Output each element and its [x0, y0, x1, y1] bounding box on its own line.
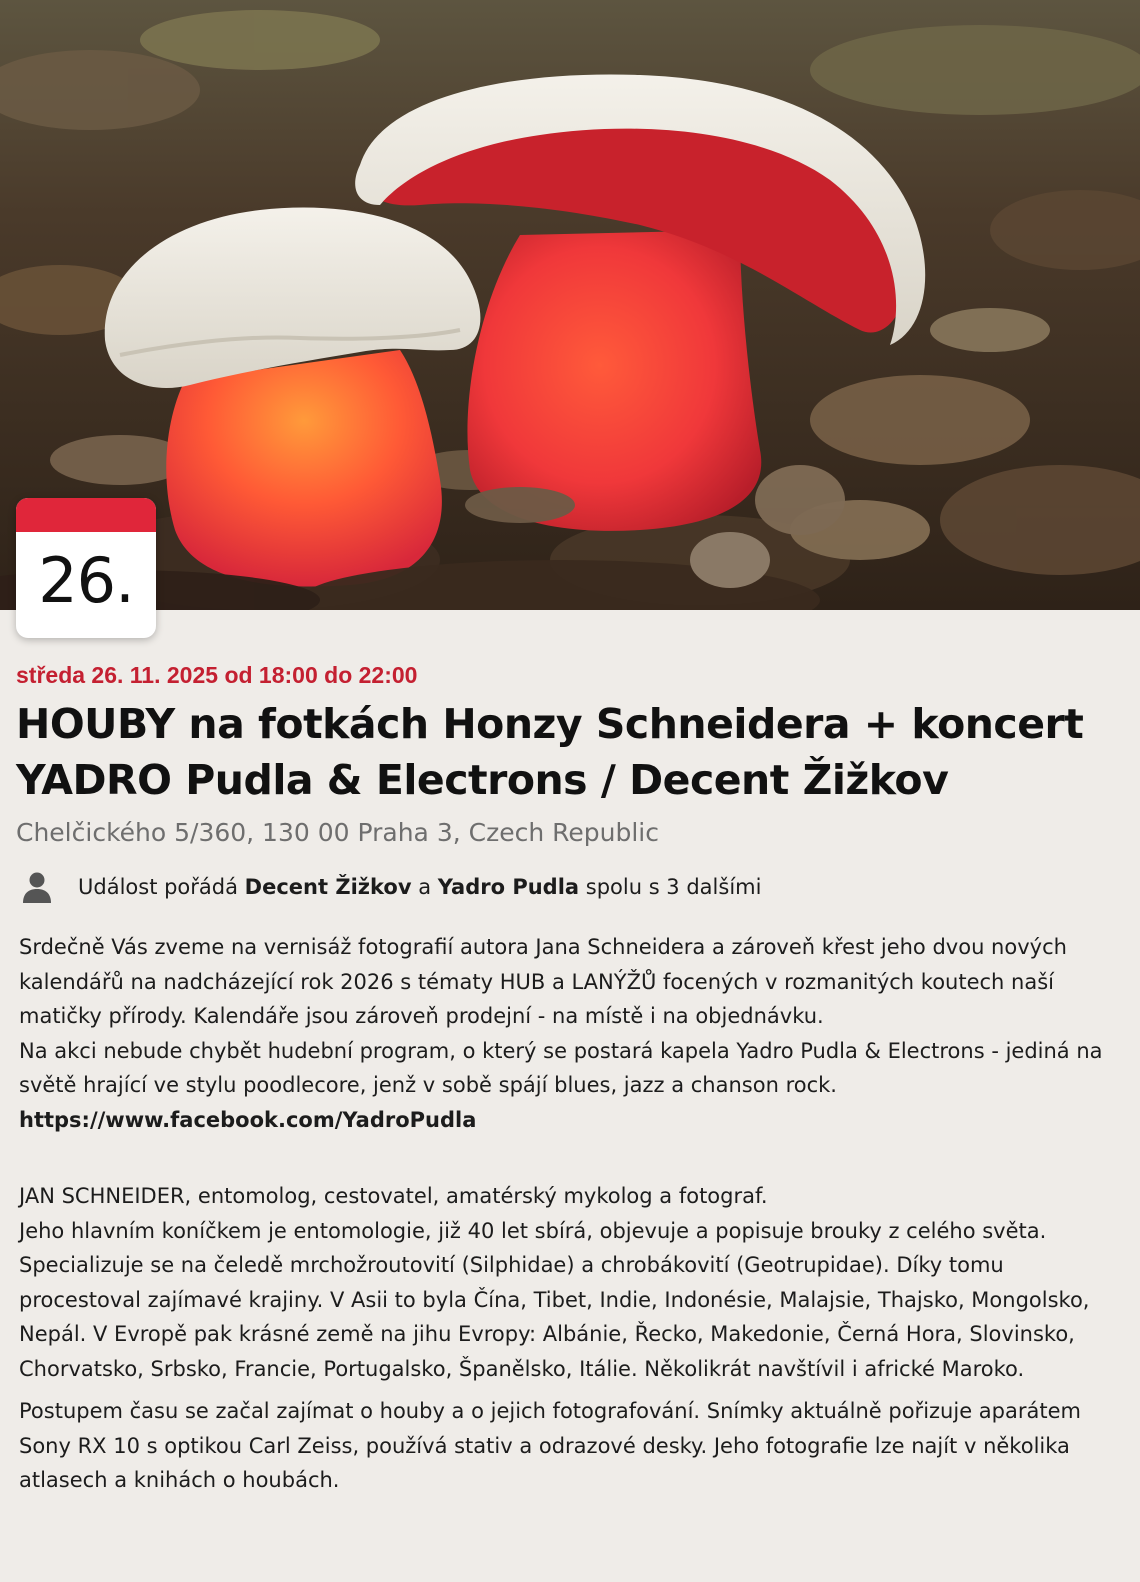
- organizers-row: [16, 870, 1126, 904]
- person-icon: [20, 870, 54, 904]
- facebook-link[interactable]: https://www.facebook.com/YadroPudla: [19, 1107, 477, 1132]
- event-date: středa 26. 11. 2025 od 18:00 do 22:00: [16, 662, 418, 688]
- organizers-prefix: Událost pořádá: [78, 875, 245, 899]
- event-description: [19, 930, 1109, 1498]
- event-cover-photo[interactable]: [0, 0, 1140, 610]
- organizers-suffix[interactable]: spolu s 3 dalšími: [579, 875, 762, 899]
- event-details: [16, 660, 1126, 1498]
- date-badge: [16, 498, 156, 638]
- badge-top-strip: [16, 498, 156, 532]
- description-paragraph: Srdečně Vás zveme na vernisáž fotografií autora Jana Schneidera a zároveň křest jeho dvou nových kalendářů na nadcházející rok 2026 s tématy HUB a LANÝŽŮ focených v rozmanitých koutech naší matičky přírody. Kalendáře jsou zároveň prodejní - na místě i na objednávku.: [19, 935, 1067, 1028]
- event-address[interactable]: Chelčického 5/360, 130 00 Praha 3, Czech Republic: [16, 818, 659, 847]
- organizers-connector: a: [411, 875, 438, 899]
- organizer-link-decent-zizkov[interactable]: Decent Žižkov: [244, 875, 412, 899]
- description-paragraph: JAN SCHNEIDER, entomolog, cestovatel, amatérský mykolog a fotograf.: [19, 1184, 768, 1208]
- spacer: [19, 1386, 1109, 1394]
- description-paragraph: Postupem času se začal zajímat o houby a o jejich fotografování. Snímky aktuálně pořizuje aparátem Sony RX 10 s optikou Carl Zeiss, používá stativ a odrazové desky. Jeho fotografie lze najít v několika atlasech a knihách o houbách.: [19, 1399, 1081, 1492]
- mushroom-photo: [0, 0, 1140, 610]
- badge-day: 26.: [38, 544, 134, 617]
- description-paragraph: Na akci nebude chybět hudební program, o který se postará kapela Yadro Pudla & Electrons - jediná na světě hrající ve stylu poodlecore, jenž v sobě spájí blues, jazz a chanson rock.: [19, 1038, 1103, 1097]
- organizers-text: [78, 875, 761, 899]
- spacer: [19, 1171, 1109, 1179]
- spacer: [19, 1137, 1109, 1171]
- event-title: HOUBY na fotkách Honzy Schneidera + koncert YADRO Pudla & Electrons / Decent Žižkov: [16, 700, 1084, 804]
- organizer-link-yadro-pudla[interactable]: Yadro Pudla: [437, 875, 580, 899]
- description-paragraph: Jeho hlavním koníčkem je entomologie, již 40 let sbírá, objevuje a popisuje brouky z celého světa. Specializuje se na čeledě mrchožroutovití (Silphidae) a chrobákovití (Geotrupidae). Díky tomu procestoval zajímavé krajiny. V Asii to byla Čína, Tibet, Indie, Indonésie, Malajsie, Thajsko, Mongolsko, Nepál. V Evropě pak krásné země na jihu Evropy: Albánie, Řecko, Makedonie, Černá Hora, Slovinsko, Chorvatsko, Srbsko, Francie, Portugalsko, Španělsko, Itálie. Několikrát navštívil i africké Maroko.: [19, 1218, 1090, 1381]
